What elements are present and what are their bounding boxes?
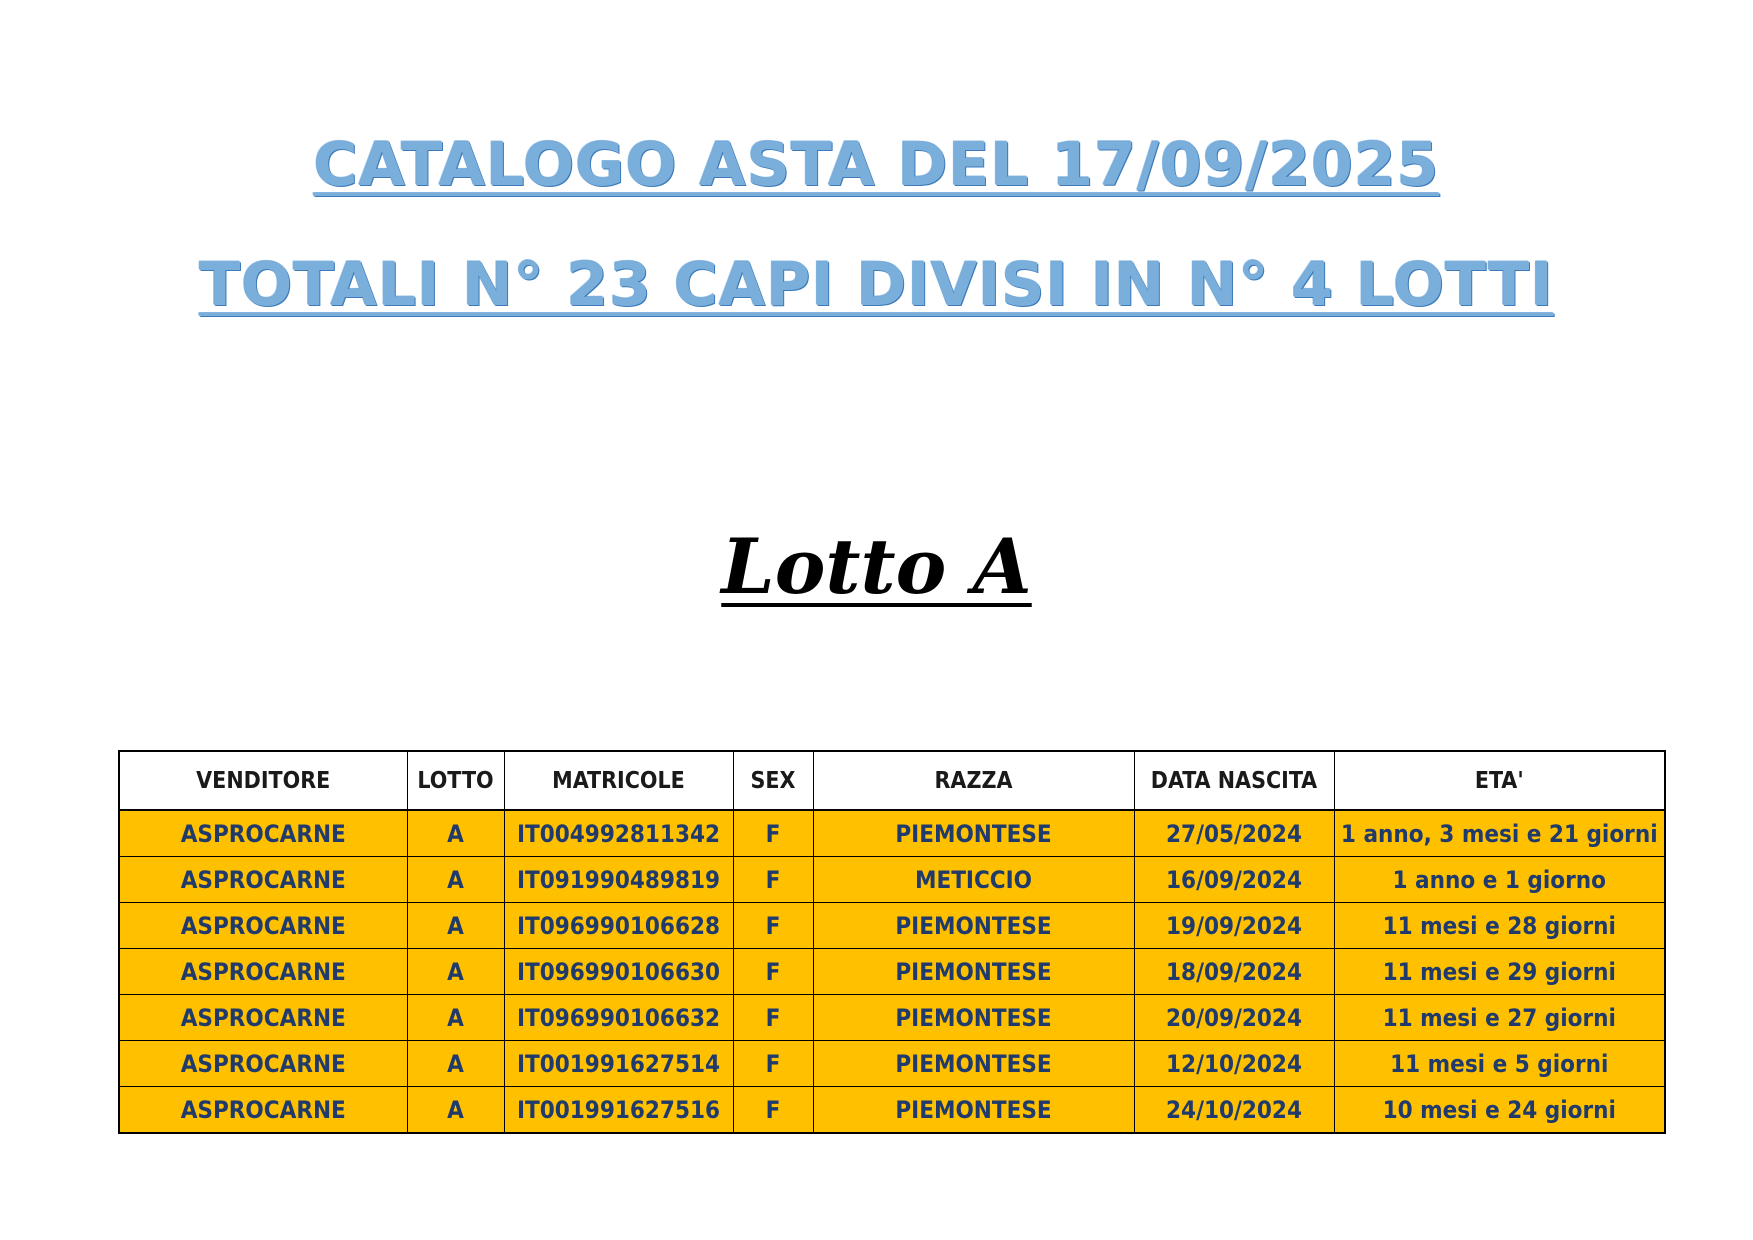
lotto-table-container bbox=[118, 750, 1664, 1134]
table-row bbox=[119, 857, 1665, 903]
cell-matricola: IT091990489819 bbox=[504, 857, 733, 903]
cell-razza: PIEMONTESE bbox=[813, 949, 1134, 995]
cell-data-nascita: 12/10/2024 bbox=[1134, 1041, 1334, 1087]
cell-data-nascita: 24/10/2024 bbox=[1134, 1087, 1334, 1134]
cell-sex: F bbox=[733, 995, 813, 1041]
cell-data-nascita: 16/09/2024 bbox=[1134, 857, 1334, 903]
catalog-subtitle: TOTALI N° 23 CAPI DIVISI IN N° 4 LOTTI bbox=[199, 250, 1554, 320]
cell-lotto: A bbox=[407, 903, 504, 949]
table-row bbox=[119, 1041, 1665, 1087]
cell-matricola: IT001991627514 bbox=[504, 1041, 733, 1087]
table-row bbox=[119, 995, 1665, 1041]
cell-venditore: ASPROCARNE bbox=[119, 903, 407, 949]
cell-eta: 11 mesi e 28 giorni bbox=[1334, 903, 1665, 949]
header-lotto: LOTTO bbox=[407, 751, 504, 810]
catalog-title: CATALOGO ASTA DEL 17/09/2025 bbox=[313, 130, 1440, 200]
cell-razza: METICCIO bbox=[813, 857, 1134, 903]
cell-razza: PIEMONTESE bbox=[813, 995, 1134, 1041]
table-row bbox=[119, 810, 1665, 857]
cell-razza: PIEMONTESE bbox=[813, 810, 1134, 857]
table-row bbox=[119, 949, 1665, 995]
header-venditore: VENDITORE bbox=[119, 751, 407, 810]
cell-matricola: IT096990106630 bbox=[504, 949, 733, 995]
header-razza: RAZZA bbox=[813, 751, 1134, 810]
cell-matricola: IT096990106632 bbox=[504, 995, 733, 1041]
header-eta: ETA' bbox=[1334, 751, 1665, 810]
cell-eta: 11 mesi e 29 giorni bbox=[1334, 949, 1665, 995]
cell-eta: 11 mesi e 5 giorni bbox=[1334, 1041, 1665, 1087]
cell-data-nascita: 18/09/2024 bbox=[1134, 949, 1334, 995]
cell-sex: F bbox=[733, 1087, 813, 1134]
cell-venditore: ASPROCARNE bbox=[119, 810, 407, 857]
cell-venditore: ASPROCARNE bbox=[119, 857, 407, 903]
header-data-nascita: DATA NASCITA bbox=[1134, 751, 1334, 810]
lotto-table bbox=[118, 750, 1666, 1134]
cell-venditore: ASPROCARNE bbox=[119, 1041, 407, 1087]
cell-data-nascita: 27/05/2024 bbox=[1134, 810, 1334, 857]
cell-venditore: ASPROCARNE bbox=[119, 949, 407, 995]
lotto-heading: Lotto A bbox=[721, 522, 1032, 611]
cell-lotto: A bbox=[407, 1041, 504, 1087]
cell-data-nascita: 20/09/2024 bbox=[1134, 995, 1334, 1041]
table-header-row bbox=[119, 751, 1665, 810]
cell-lotto: A bbox=[407, 995, 504, 1041]
cell-matricola: IT004992811342 bbox=[504, 810, 733, 857]
cell-sex: F bbox=[733, 949, 813, 995]
cell-matricola: IT001991627516 bbox=[504, 1087, 733, 1134]
cell-venditore: ASPROCARNE bbox=[119, 995, 407, 1041]
cell-data-nascita: 19/09/2024 bbox=[1134, 903, 1334, 949]
cell-eta: 11 mesi e 27 giorni bbox=[1334, 995, 1665, 1041]
table-row bbox=[119, 903, 1665, 949]
cell-eta: 10 mesi e 24 giorni bbox=[1334, 1087, 1665, 1134]
cell-razza: PIEMONTESE bbox=[813, 1087, 1134, 1134]
table-row bbox=[119, 1087, 1665, 1134]
cell-razza: PIEMONTESE bbox=[813, 903, 1134, 949]
cell-sex: F bbox=[733, 857, 813, 903]
header-matricole: MATRICOLE bbox=[504, 751, 733, 810]
cell-matricola: IT096990106628 bbox=[504, 903, 733, 949]
cell-lotto: A bbox=[407, 949, 504, 995]
cell-razza: PIEMONTESE bbox=[813, 1041, 1134, 1087]
cell-lotto: A bbox=[407, 810, 504, 857]
cell-lotto: A bbox=[407, 1087, 504, 1134]
cell-eta: 1 anno e 1 giorno bbox=[1334, 857, 1665, 903]
cell-eta: 1 anno, 3 mesi e 21 giorni bbox=[1334, 810, 1665, 857]
cell-sex: F bbox=[733, 1041, 813, 1087]
cell-lotto: A bbox=[407, 857, 504, 903]
header-sex: SEX bbox=[733, 751, 813, 810]
cell-venditore: ASPROCARNE bbox=[119, 1087, 407, 1134]
cell-sex: F bbox=[733, 903, 813, 949]
cell-sex: F bbox=[733, 810, 813, 857]
